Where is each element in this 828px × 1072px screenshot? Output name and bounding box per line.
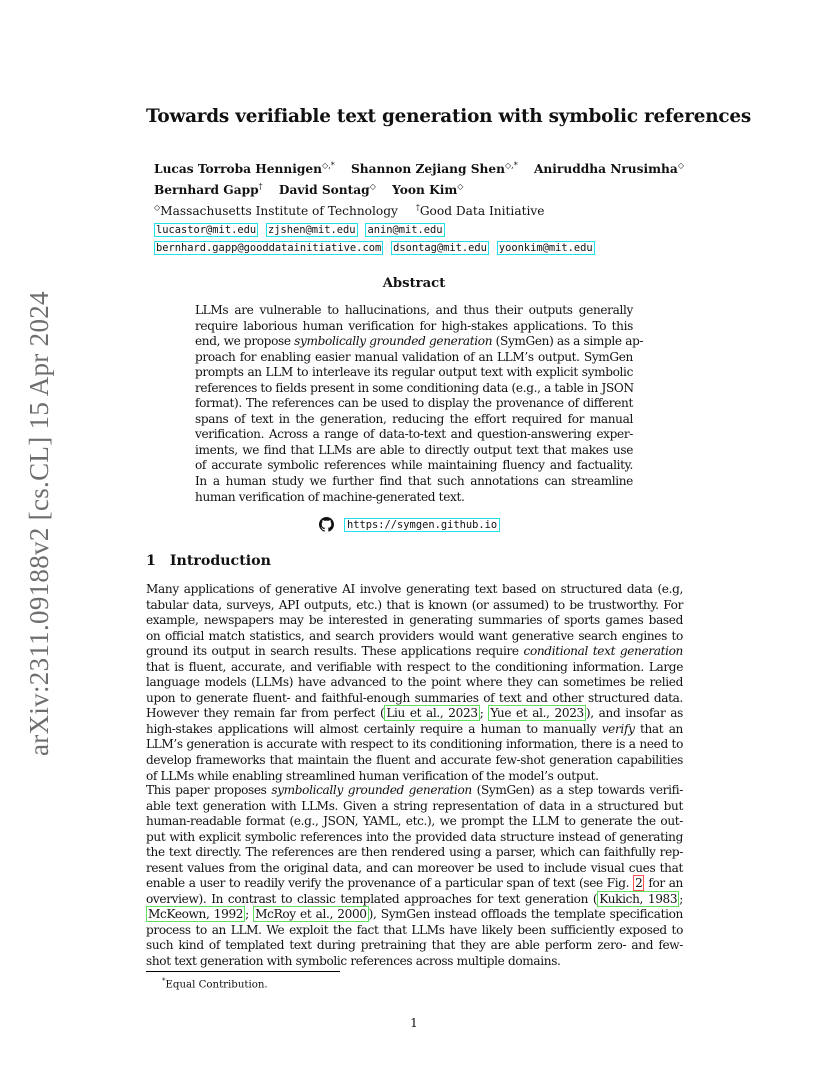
- project-link-row: [319, 514, 500, 533]
- text-line: high-stakes applications will almost certainly require a human to manually verify that an: [146, 721, 683, 736]
- email-link[interactable]: yoonkim@mit.edu: [498, 242, 593, 255]
- affiliation: †Good Data Initiative: [415, 203, 545, 219]
- text-line: develop frameworks that maintain the fluent and accurate few-shot generation capabilities: [146, 753, 683, 768]
- text-line: of LLMs while enabling streamlined human verification of the model’s output.: [146, 768, 599, 783]
- affiliation: ◇Massachusetts Institute of Technology: [154, 203, 398, 219]
- text-line: This paper proposes symbolically grounded generation (SymGen) as a step towards verifi-: [146, 783, 683, 797]
- author-line-1: [154, 157, 684, 178]
- affiliations: [154, 199, 674, 220]
- email-link[interactable]: lucastor@mit.edu: [156, 224, 257, 237]
- text-line: Many applications of generative AI involve generating text based on structured data (e.g,: [146, 582, 683, 596]
- citation-link[interactable]: Yue et al., 2023: [490, 706, 584, 721]
- abstract-body: [195, 303, 644, 505]
- text-line: the text directly. The references are then rendered using a parser, which can faithfully rep-: [146, 845, 683, 860]
- section-number: 1: [146, 553, 156, 569]
- text-line: put with explicit symbolic references into the provided data structure instead of generating: [146, 829, 683, 844]
- email-line-1: [154, 221, 674, 238]
- section-title: Introduction: [169, 553, 271, 569]
- project-url-link[interactable]: https://symgen.github.io: [344, 518, 500, 532]
- abstract-heading: Abstract: [382, 276, 446, 291]
- citation-link[interactable]: Kukich, 1983: [599, 891, 678, 906]
- email-link[interactable]: zjshen@mit.edu: [267, 224, 356, 237]
- text-line: ground its output in search results. These applications require conditional text generation: [146, 644, 683, 659]
- abstract-line: spans of text in the generation, reducing the effort required for manual: [195, 411, 633, 426]
- intro-paragraph-1: [146, 582, 683, 784]
- text-line: language models (LLMs) have advanced to the point where they can sometimes be relied: [146, 675, 683, 690]
- citation-link[interactable]: McKeown, 1992: [148, 907, 244, 922]
- author-line-2: [154, 178, 674, 199]
- abstract-line: human verification of machine-generated text.: [195, 489, 465, 504]
- email-link[interactable]: anin@mit.edu: [367, 224, 443, 237]
- text-line: resent values from the original data, and can moreover be used to include visual cues that: [146, 860, 683, 875]
- abstract-line: format). The references can be used to display the provenance of different: [195, 396, 633, 411]
- text-line: such kind of templated text during pretraining that they are able perform zero- and few-: [146, 938, 683, 953]
- author: Shannon Zejiang Shen◇,*: [351, 161, 518, 177]
- text-line: example, newspapers may be interested in generating summaries of sports games based: [146, 613, 683, 628]
- text-line: tabular data, surveys, API outputs, etc.) that is known (or assumed) to be trustworthy. For: [146, 597, 683, 612]
- text-line: that is fluent, accurate, and verifiable with respect to the conditioning information. Large: [146, 659, 683, 674]
- text-line: able text generation with LLMs. Given a string representation of data in a structured but: [146, 798, 683, 813]
- author: Yoon Kim◇: [392, 182, 464, 198]
- text-line: upon to generate fluent- and faithful-enough summaries of text and other structured data.: [146, 690, 683, 705]
- abstract-line: verification. Across a range of data-to-text and question-answering exper-: [195, 427, 633, 442]
- email-link[interactable]: bernhard.gapp@gooddatainitiative.com: [156, 242, 382, 255]
- citation-link[interactable]: Liu et al., 2023: [386, 706, 478, 721]
- email-link[interactable]: dsontag@mit.edu: [393, 242, 487, 255]
- text-line: McKeown, 1992 ; McRoy et al., 2000 ), SymGen instead offloads the template specification: [148, 907, 683, 922]
- text-line: shot text generation with symbolic references across multiple domains.: [146, 954, 561, 969]
- text-line: overview). In contrast to classic templated approaches for text generation ( Kukich, 1983 ;: [146, 891, 683, 906]
- paper-title: Towards verifiable text generation with symbolic references: [146, 106, 752, 127]
- figure-reference-link[interactable]: 2: [635, 876, 643, 891]
- abstract-line: references to fields present in some conditioning data (e.g., a table in JSON: [195, 380, 634, 395]
- page-number: 1: [410, 1016, 418, 1030]
- github-icon: [319, 517, 334, 532]
- abstract-line: In a human study we further find that such annotations can streamline: [195, 474, 633, 489]
- text-line: enable a user to readily verify the provenance of a particular span of text (see Fig. 2 for an: [146, 876, 683, 891]
- author-block: [154, 157, 684, 256]
- text-line: process to an LLM. We exploit the fact that LLMs have likely been sufficiently exposed to: [146, 922, 683, 937]
- citation-link[interactable]: McRoy et al., 2000: [255, 907, 367, 922]
- footnote-rule: [146, 971, 340, 972]
- section-heading: [146, 553, 271, 569]
- author: Bernhard Gapp†: [154, 182, 263, 198]
- abstract-line: iments, we find that LLMs are able to directly output text that makes use: [195, 442, 633, 457]
- abstract-line: proach for enabling easier manual validation of an LLM’s output. SymGen: [195, 349, 633, 364]
- text-line: human-readable format (e.g., JSON, YAML, etc.), we prompt the LLM to generate the out-: [146, 814, 683, 829]
- abstract-line: prompts an LLM to interleave its regular output text with explicit symbolic: [195, 365, 633, 380]
- author: Aniruddha Nrusimha◇: [533, 161, 684, 177]
- intro-paragraph-2: [146, 783, 683, 970]
- text-line: LLM’s generation is accurate with respect to its conditioning information, there is a need to: [146, 737, 683, 752]
- abstract-line: end, we propose symbolically grounded generation (SymGen) as a simple ap-: [195, 334, 644, 349]
- arxiv-identifier-stamp: arXiv:2311.09188v2 [cs.CL] 15 Apr 2024: [24, 291, 54, 756]
- abstract-line: of accurate symbolic references while maintaining fluency and factuality.: [195, 458, 633, 473]
- author: David Sontag◇: [278, 182, 376, 198]
- email-line-2: [154, 239, 674, 256]
- author: Lucas Torroba Hennigen◇,*: [154, 161, 335, 177]
- footnote: *Equal Contribution.: [162, 977, 268, 991]
- abstract-line: require laborious human verification for high-stakes applications. To this: [195, 318, 633, 333]
- text-line: However they remain far from perfect ( Liu et al., 2023 ; Yue et al., 2023 ), and insofar as: [146, 706, 683, 721]
- text-line: on official match statistics, and search providers would want generative search engines to: [146, 628, 683, 643]
- abstract-line: LLMs are vulnerable to hallucinations, and thus their outputs generally: [195, 303, 633, 317]
